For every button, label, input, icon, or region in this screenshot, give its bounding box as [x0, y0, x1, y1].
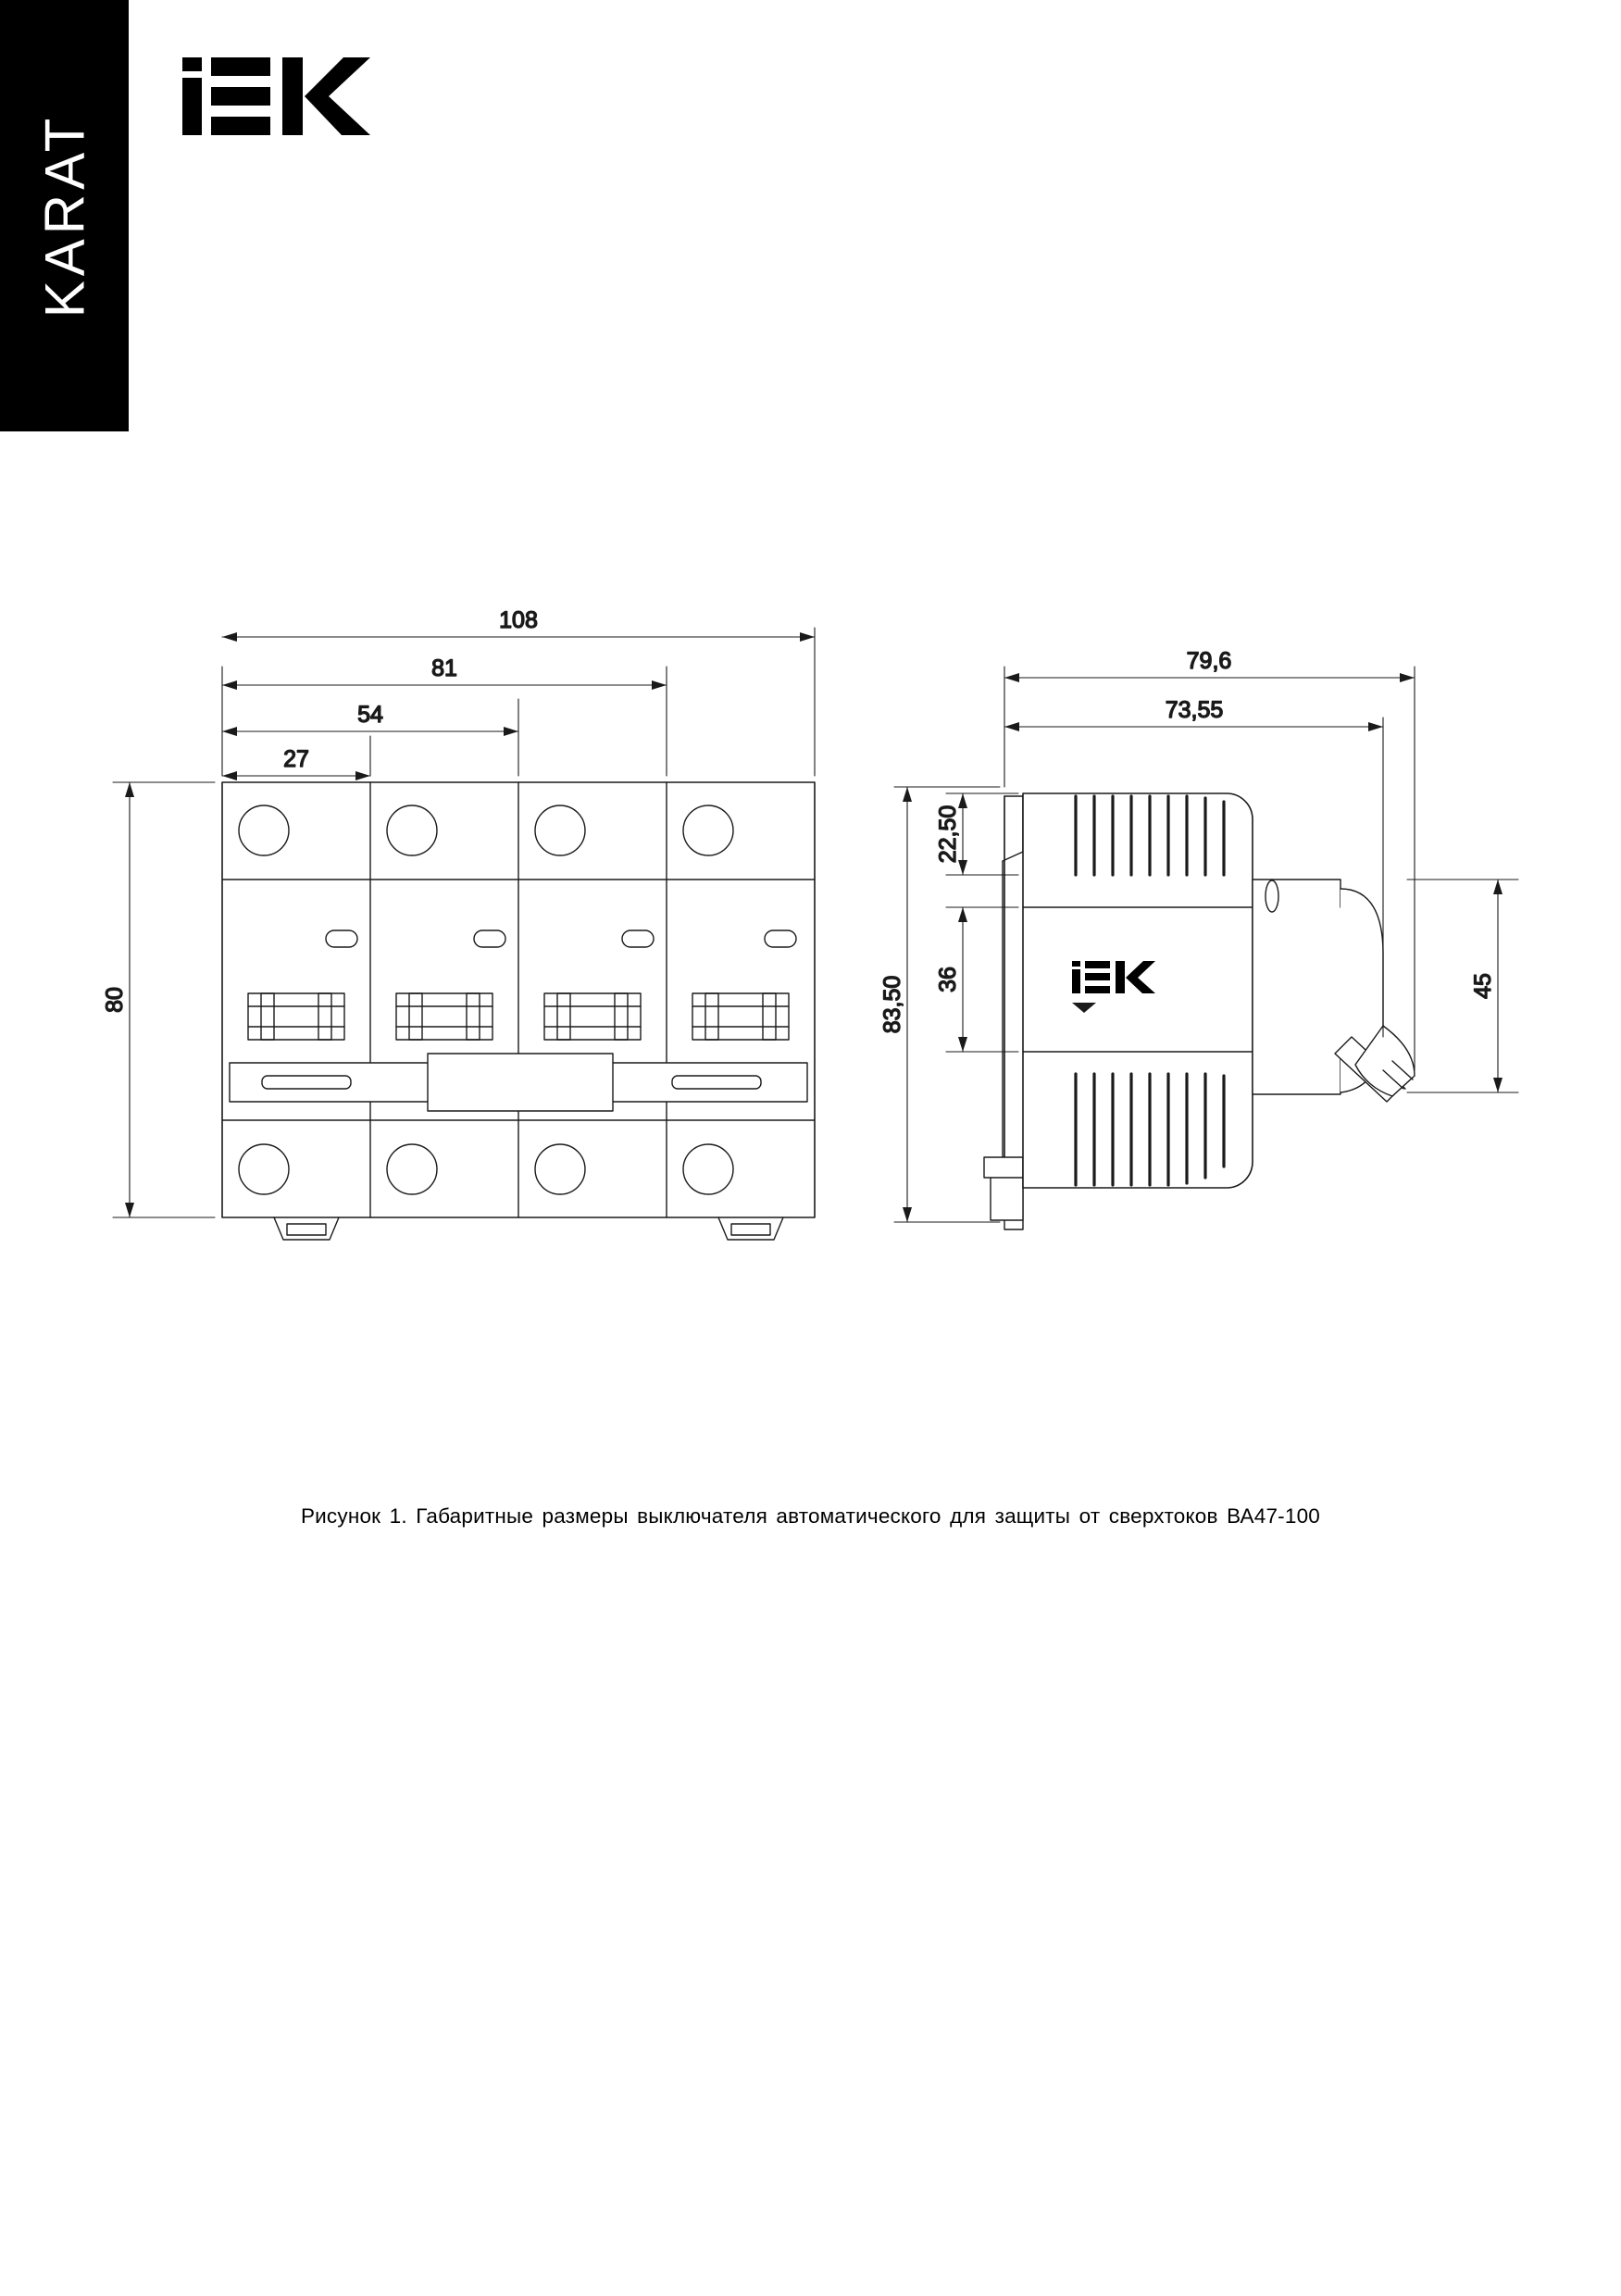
- dim-79-6: 79,6: [1186, 648, 1232, 674]
- dim-54: 54: [357, 702, 383, 728]
- technical-drawing: [0, 518, 1621, 1444]
- iek-logo: [181, 54, 370, 146]
- dim-81: 81: [431, 655, 457, 681]
- front-view: [222, 782, 815, 1240]
- side-view: [984, 793, 1415, 1229]
- brand-name-karat: KARAT: [33, 113, 95, 318]
- dim-73-55: 73,55: [1165, 697, 1224, 723]
- iek-logo-svg: [181, 54, 370, 146]
- dim-45: 45: [1470, 973, 1496, 999]
- brand-side-bar: [0, 0, 129, 431]
- dim-22-50: 22,50: [935, 805, 961, 864]
- dim-108: 108: [499, 607, 538, 633]
- drawing-svg: [0, 518, 1621, 1444]
- dim-27: 27: [283, 746, 309, 772]
- dim-36: 36: [935, 967, 961, 992]
- dim-80: 80: [102, 987, 128, 1013]
- figure-caption: Рисунок 1. Габаритные размеры выключателя автоматического для защиты от сверхтоков ВА47-100: [300, 1504, 1321, 1528]
- dim-83-50: 83,50: [879, 975, 905, 1034]
